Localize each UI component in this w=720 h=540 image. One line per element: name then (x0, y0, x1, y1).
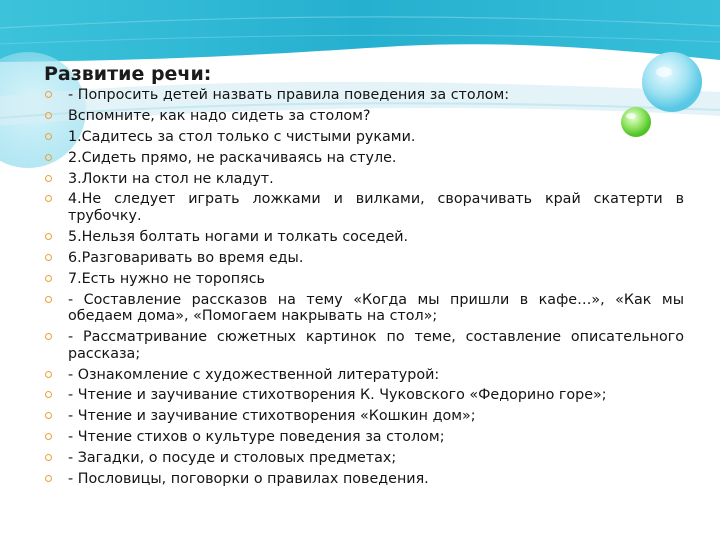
list-item: 3.Локти на стол не кладут. (44, 171, 684, 188)
bullet-icon (45, 254, 52, 261)
bullet-icon (45, 91, 52, 98)
bullet-icon (45, 233, 52, 240)
list-item: - Рассматривание сюжетных картинок по теме, составление описательного рассказа; (44, 329, 684, 362)
list-item: Вспомните, как надо сидеть за столом? (44, 108, 684, 125)
list-item: - Загадки, о посуде и столовых предметах; (44, 450, 684, 467)
top-band (0, 0, 720, 62)
bullet-icon (45, 175, 52, 182)
bullet-icon (45, 154, 52, 161)
bullet-icon (45, 296, 52, 303)
bullet-icon (45, 433, 52, 440)
list-item: 7.Есть нужно не торопясь (44, 271, 684, 288)
bullet-icon (45, 195, 52, 202)
bullet-icon (45, 333, 52, 340)
bullet-icon (45, 475, 52, 482)
list-item: - Чтение стихов о культуре поведения за столом; (44, 429, 684, 446)
list-item: 6.Разговаривать во время еды. (44, 250, 684, 267)
list-item: 4.Не следует играть ложками и вилками, сворачивать край скатерти в трубочку. (44, 191, 684, 224)
bullet-icon (45, 391, 52, 398)
list-item: - Чтение и заучивание стихотворения К. Чуковского «Федорино горе»; (44, 387, 684, 404)
list-item: - Пословицы, поговорки о правилах поведения. (44, 471, 684, 488)
bullet-icon (45, 133, 52, 140)
bullet-list (44, 87, 684, 488)
list-item: - Ознакомление с художественной литературой: (44, 367, 684, 384)
bullet-icon (45, 412, 52, 419)
list-item: 5.Нельзя болтать ногами и толкать соседей. (44, 229, 684, 246)
bullet-icon (45, 371, 52, 378)
list-item: 1.Садитесь за стол только с чистыми руками. (44, 129, 684, 146)
bullet-icon (45, 112, 52, 119)
slide-title: Развитие речи: (44, 63, 212, 85)
list-item: - Попросить детей назвать правила поведения за столом: (44, 87, 684, 104)
slide-content (44, 62, 684, 492)
list-item: - Чтение и заучивание стихотворения «Кошкин дом»; (44, 408, 684, 425)
bullet-icon (45, 454, 52, 461)
list-item: - Составление рассказов на тему «Когда мы пришли в кафе…», «Как мы обедаем дома», «Помогаем накрывать на стол»; (44, 292, 684, 325)
list-item: 2.Сидеть прямо, не раскачиваясь на стуле. (44, 150, 684, 167)
bullet-icon (45, 275, 52, 282)
